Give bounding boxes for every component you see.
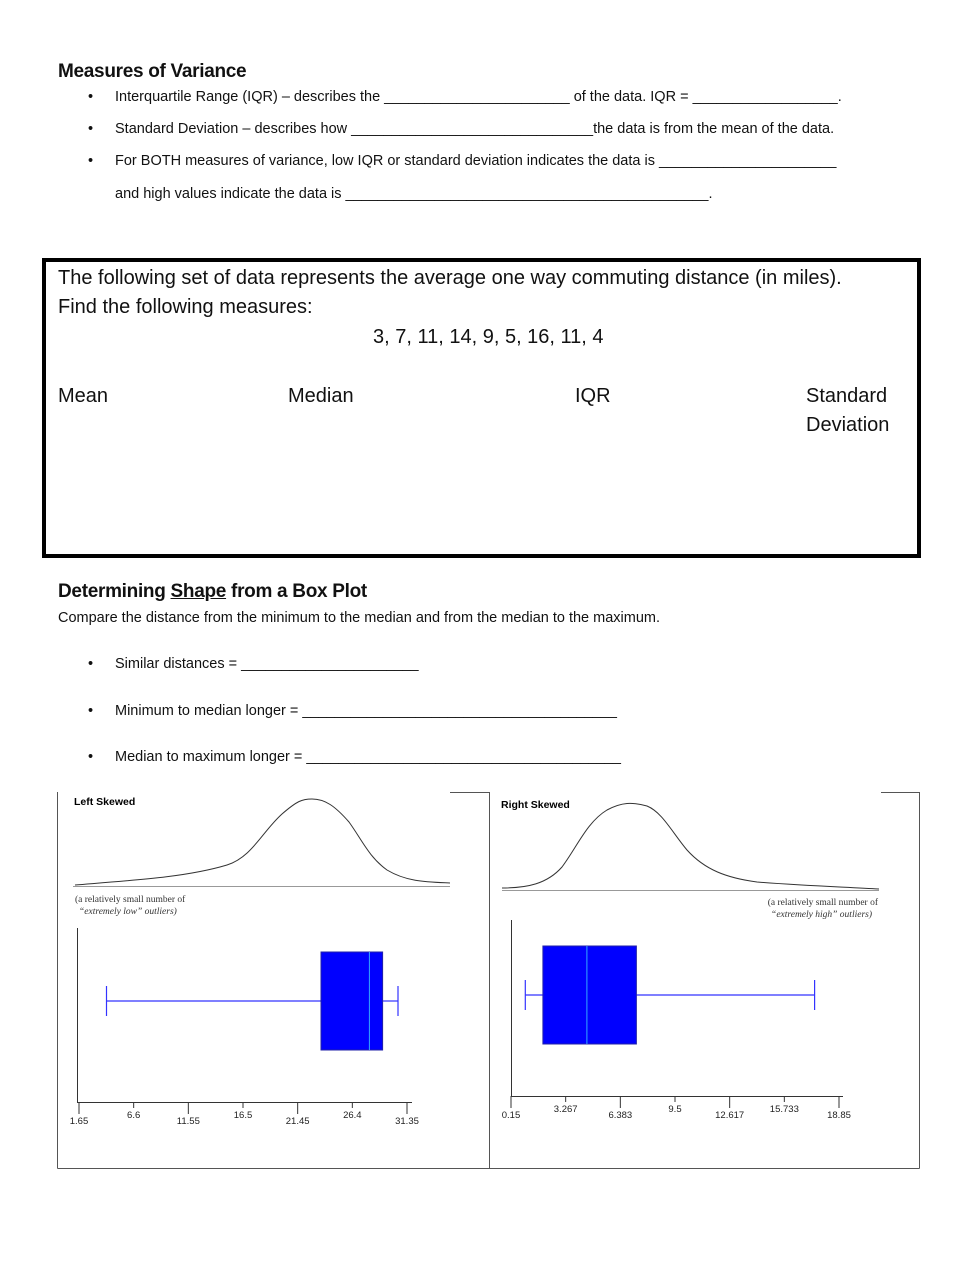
left-chart-title: Left Skewed	[74, 796, 136, 808]
label-median: Median	[288, 385, 354, 407]
right-chart-title: Right Skewed	[501, 799, 570, 811]
right-major-tick-label: 12.617	[715, 1110, 745, 1121]
left-major-tick-label: 11.55	[176, 1116, 200, 1127]
right-minor-tick-label: 3.267	[553, 1104, 578, 1115]
right-major-tick-label: 18.85	[827, 1110, 851, 1121]
bullet-similar	[88, 656, 419, 672]
left-box	[321, 952, 383, 1050]
shape-title-after: from a Box Plot	[226, 581, 367, 602]
bullet-sd	[88, 121, 834, 137]
left-major-tick-label: 21.45	[285, 1116, 310, 1127]
bullet-median-max	[88, 749, 621, 765]
bullet-icon: •	[88, 656, 94, 672]
right-skewed-panel	[501, 799, 879, 1121]
problem-line-2: Find the following measures:	[58, 296, 313, 318]
left-density-curve	[75, 799, 450, 885]
left-minor-tick-label: 6.6	[127, 1110, 141, 1121]
left-minor-tick-label: 26.4	[343, 1110, 362, 1121]
right-density-curve	[502, 803, 879, 889]
right-annotation-2: “extremely high” outliers)	[771, 910, 872, 920]
label-standard-deviation-2: Deviation	[806, 414, 890, 436]
left-minor-tick-label: 16.5	[233, 1110, 253, 1121]
left-annotation-1: (a relatively small number of	[75, 895, 186, 905]
bullet-icon: •	[88, 121, 94, 137]
bullet-both-continuation: and high values indicate the data is _____________________________________________.	[115, 186, 713, 202]
right-minor-tick-label: 9.5	[668, 1104, 682, 1115]
label-mean: Mean	[58, 385, 109, 407]
left-annotation-2: “extremely low” outliers)	[79, 907, 177, 917]
problem-data-set: 3, 7, 11, 14, 9, 5, 16, 11, 4	[373, 326, 604, 348]
bullet-text: Minimum to median longer = _______________________________________	[115, 703, 617, 719]
bullet-text: Interquartile Range (IQR) – describes the _______________________ of the data. IQR = __________________.	[115, 89, 842, 105]
shape-title-before: Determining	[58, 581, 171, 602]
boxplot-figure	[57, 792, 920, 1169]
right-minor-tick-label: 15.733	[769, 1104, 799, 1115]
bullet-text: For BOTH measures of variance, low IQR or standard deviation indicates the data is ______________________	[115, 153, 837, 169]
right-box	[543, 946, 637, 1044]
bullet-icon: •	[88, 153, 94, 169]
bullet-icon: •	[88, 89, 94, 105]
problem-line-1: The following set of data represents the average one way commuting distance (in miles).	[58, 267, 842, 289]
section-title-shape	[58, 581, 367, 603]
problem-box	[42, 258, 921, 558]
right-major-tick-label: 6.383	[608, 1110, 633, 1121]
shape-title-underlined: Shape	[170, 581, 227, 602]
shape-instruction: Compare the distance from the minimum to the median and from the median to the maximum.	[58, 610, 661, 626]
left-major-tick-label: 1.65	[69, 1116, 89, 1127]
bullet-text: Similar distances = ______________________	[115, 656, 419, 672]
bullet-icon: •	[88, 703, 94, 719]
label-standard-deviation: Standard	[806, 385, 888, 407]
section-title-variance: Measures of Variance	[58, 61, 247, 82]
bullet-text: Standard Deviation – describes how ______________________________the data is from the mean of the data.	[115, 121, 835, 137]
bullet-min-median	[88, 703, 617, 719]
left-major-tick-label: 31.35	[395, 1116, 419, 1127]
left-skewed-panel	[70, 796, 450, 1127]
bullet-iqr	[88, 89, 842, 105]
bullet-text: Median to maximum longer = _______________________________________	[115, 749, 621, 765]
right-annotation-1: (a relatively small number of	[767, 898, 878, 908]
bullet-icon: •	[88, 749, 94, 765]
right-major-tick-label: 0.15	[501, 1110, 521, 1121]
label-iqr: IQR	[575, 385, 611, 407]
bullet-both	[88, 153, 836, 169]
